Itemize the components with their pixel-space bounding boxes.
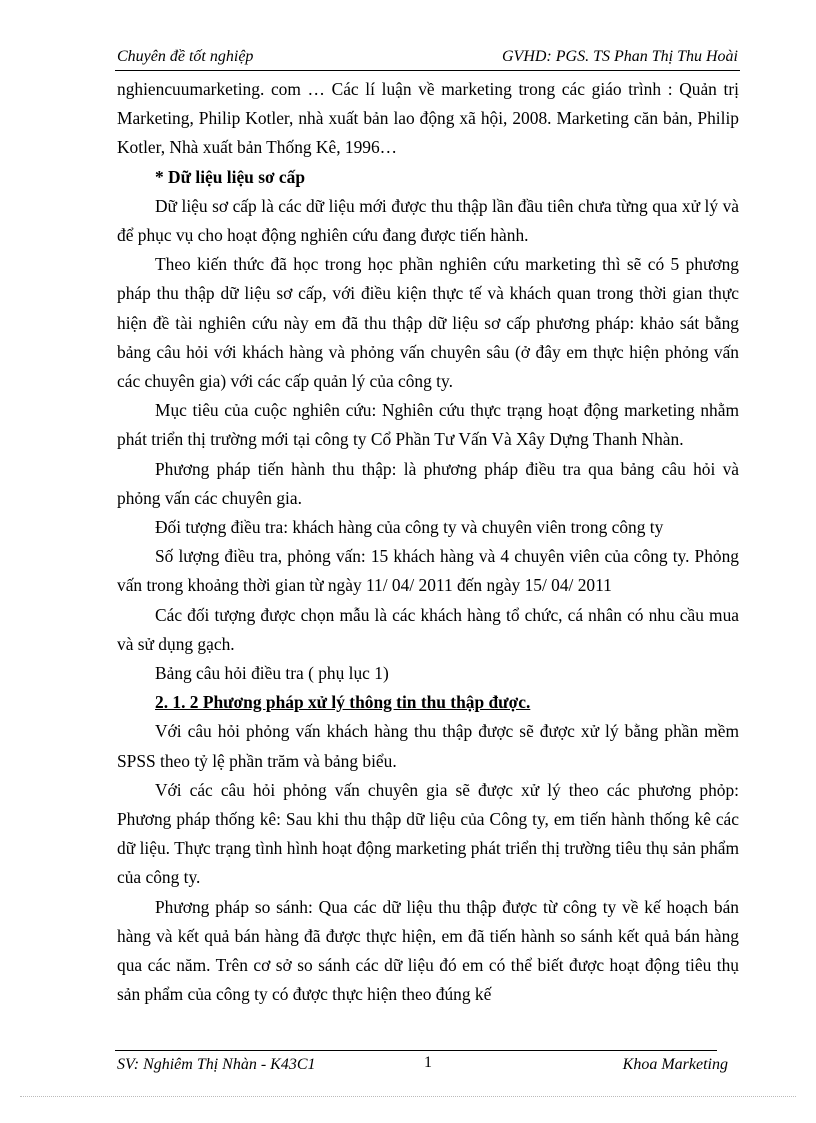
paragraph: Phương pháp tiến hành thu thập: là phương pháp điều tra qua bảng câu hỏi và phỏng vấn các chuyên gia. — [117, 458, 739, 508]
paragraph: Đối tượng điều tra: khách hàng của công ty và chuyên viên trong công ty — [155, 517, 664, 538]
subheading-primary-data: * Dữ liệu liệu sơ cấp — [155, 166, 306, 187]
paragraph: Với các câu hỏi phỏng vấn chuyên gia sẽ được xử lý theo các phương phỏp: Phương pháp thống kê: Sau khi thu thập dữ liệu của Công ty, em tiến hành thống kê các dữ liệu. Thực trạng tình hình hoạt động marketing phát triển thị trường tiêu thụ sản phẩm của công ty. — [117, 779, 739, 888]
header-divider — [115, 70, 740, 71]
paragraph: Với câu hỏi phỏng vấn khách hàng thu thập được sẽ được xử lý bằng phần mềm SPSS theo tỷ lệ phần trăm và bảng biểu. — [117, 721, 739, 771]
footer-left: SV: Nghiêm Thị Nhàn - K43C1 — [117, 1056, 316, 1073]
paragraph: Theo kiến thức đã học trong học phần nghiên cứu marketing thì sẽ có 5 phương pháp thu thập dữ liệu sơ cấp, với điều kiện thực tế và khách quan trong thời gian thực hiện đề tài nghiên cứu này em đã thu thập dữ liệu sơ cấp phương pháp: khảo sát bằng bảng câu hỏi với khách hàng và phỏng vấn chuyên sâu (ở đây em thực hiện phỏng vấn các chuyên gia) với các cấp quản lý của công ty. — [117, 254, 739, 392]
paragraph: Dữ liệu sơ cấp là các dữ liệu mới được thu thập lần đầu tiên chưa từng qua xử lý và để phục vụ cho hoạt động nghiên cứu đang được tiến hành. — [117, 195, 739, 246]
header-right: GVHD: PGS. TS Phan Thị Thu Hoài — [501, 48, 738, 65]
paragraph: nghiencuumarketing. com … Các lí luận về marketing trong các giáo trình : Quản trị Marketing, Philip Kotler, nhà xuất bản lao động xã hội, 2008. Marketing căn bản, Philip Kotler, Nhà xuất bản Thống Kê, 1996… — [117, 79, 739, 158]
paragraph: Số lượng điều tra, phỏng vấn: 15 khách hàng và 4 chuyên viên của công ty. Phỏng vấn trong khoảng thời gian từ ngày 11/ 04/ 2011 đến ngày 15/ 04/ 2011 — [117, 546, 739, 596]
footer-divider — [115, 1050, 717, 1051]
paragraph: Bảng câu hỏi điều tra ( phụ lục 1) — [155, 663, 389, 684]
section-heading: 2. 1. 2 Phương pháp xử lý thông tin thu thập được. — [155, 692, 531, 713]
paragraph: Mục tiêu của cuộc nghiên cứu: Nghiên cứu thực trạng hoạt động marketing nhằm phát triển thị trường mới tại công ty Cổ Phần Tư Vấn Và Xây Dựng Thanh Nhàn. — [117, 400, 739, 450]
paragraph: Phương pháp so sánh: Qua các dữ liệu thu thập được từ công ty về kế hoạch bán hàng và kết quả bán hàng đã được thực hiện, em đã tiến hành so sánh kết quả bán hàng qua các năm. Trên cơ sở so sánh các dữ liệu đó em có thể biết được hoạt động tiêu thụ sản phẩm của công ty có được thực hiện theo đúng kế — [117, 896, 739, 1005]
header-left: Chuyên đề tốt nghiệp — [117, 48, 254, 65]
page-number: 1 — [424, 1054, 432, 1071]
paragraph: Các đối tượng được chọn mẫu là các khách hàng tổ chức, cá nhân có nhu cầu mua và sử dụng gạch. — [117, 604, 739, 654]
page-bottom-dotted-line — [20, 1096, 796, 1097]
footer-right: Khoa Marketing — [622, 1056, 728, 1073]
body-text — [117, 75, 739, 1010]
